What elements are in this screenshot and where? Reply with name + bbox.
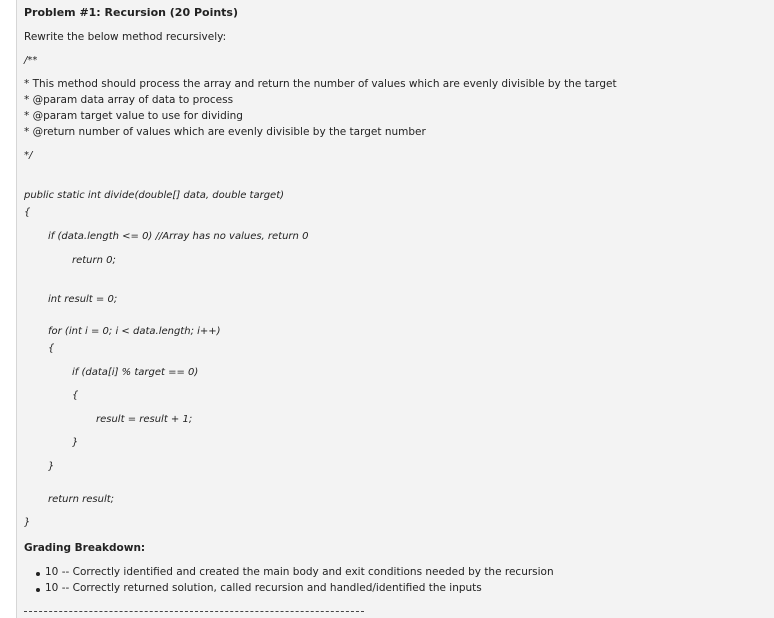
bullet-icon: [36, 588, 40, 592]
problem-panel: [16, 0, 774, 618]
comment-close: */: [24, 150, 33, 161]
code-line: if (data[i] % target == 0): [72, 367, 199, 378]
code-line: }: [72, 437, 79, 448]
code-line: if (data.length <= 0) //Array has no values, return 0: [48, 231, 309, 242]
code-line: for (int i = 0; i < data.length; i++): [48, 326, 221, 337]
problem-instruction: Rewrite the below method recursively:: [24, 31, 227, 43]
comment-line: * @return number of values which are evenly divisible by the target number: [24, 126, 426, 138]
code-line: result = result + 1;: [96, 414, 193, 425]
problem-title: Problem #1: Recursion (20 Points): [24, 6, 239, 19]
comment-line: * This method should process the array and return the number of values which are evenly divisible by the target: [24, 78, 617, 90]
grading-item: 10 -- Correctly returned solution, called recursion and handled/identified the inputs: [45, 582, 482, 594]
section-divider: [24, 611, 364, 612]
grading-heading: Grading Breakdown:: [24, 542, 146, 554]
code-line: {: [72, 390, 79, 401]
code-line: return result;: [48, 494, 115, 505]
grading-item: 10 -- Correctly identified and created the main body and exit conditions needed by the recursion: [45, 566, 554, 578]
code-line: {: [24, 207, 31, 218]
comment-open: /**: [24, 55, 38, 66]
code-line: int result = 0;: [48, 294, 118, 305]
comment-line: * @param target value to use for dividing: [24, 110, 243, 122]
code-line: }: [24, 517, 31, 528]
code-line: {: [48, 343, 55, 354]
bullet-icon: [36, 572, 40, 576]
code-line: }: [48, 461, 55, 472]
method-signature: public static int divide(double[] data, double target): [24, 190, 285, 201]
comment-line: * @param data array of data to process: [24, 94, 234, 106]
code-line: return 0;: [72, 255, 116, 266]
